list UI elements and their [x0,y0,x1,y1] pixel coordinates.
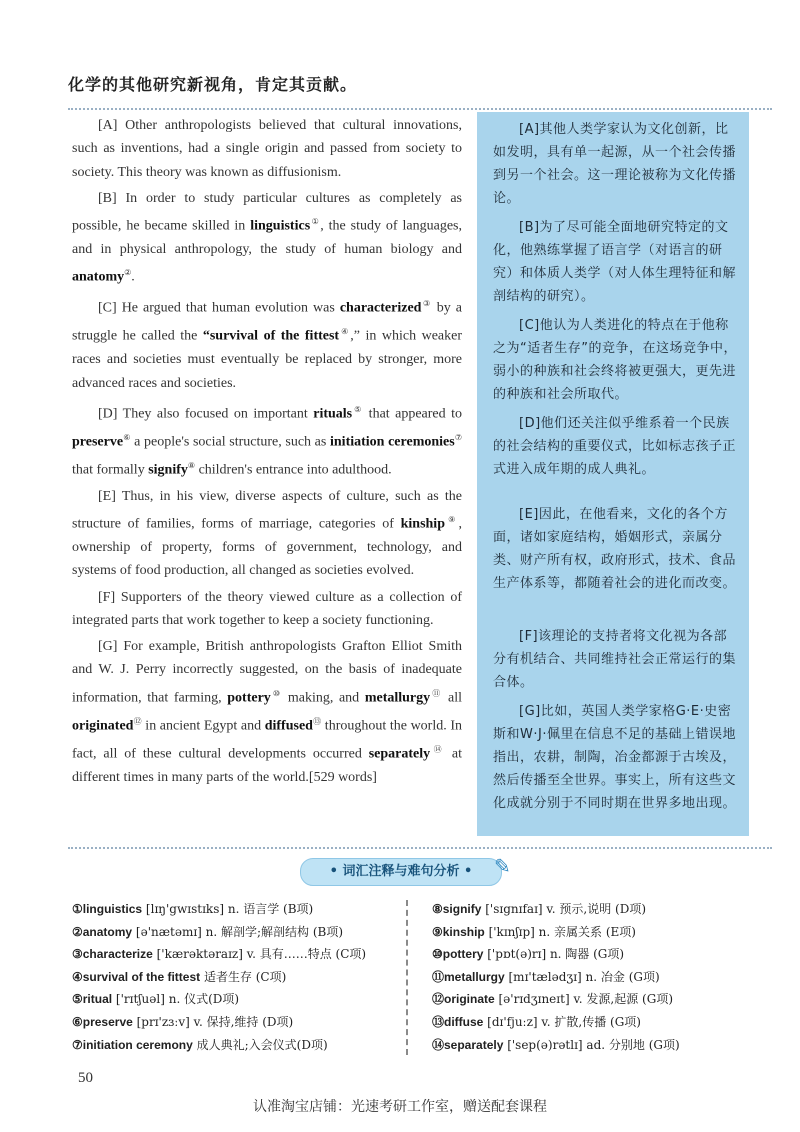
chinese-translation-box [477,112,749,836]
translation-g: [G]比如，英国人类学家格G·E·史密斯和W·J·佩里在信息不足的基础上错误地指出，农耕，制陶，冶金都源于古埃及，然后传播至全世界。事实上，所有这些文化成就分别于不同时期在世界多地出现。 [493,704,737,811]
vocab-item: ⑩pottery ['pɒt(ə)rɪ] n. 陶器 (G项) [432,947,625,962]
english-passage [72,114,462,789]
paragraph-a: [A] Other anthropologists believed that cultural innovations, such as inventions, had a single origin and passed from society to society. This theory was known as diffusionism. [72,118,462,180]
vocab-item: ①linguistics [lɪŋ'gwɪstɪks] n. 语言学 (B项) [72,902,314,916]
vocab-section-title: • 词汇注释与难句分析 • [300,858,502,886]
vocab-list-right [432,898,762,1056]
page-number: 50 [78,1070,93,1086]
translation-f: [F]该理论的支持者将文化视为各部分有机结合、共同维持社会正常运行的集合体。 [493,629,737,690]
vocab-item: ⑥preserve [prɪ'zɜːv] v. 保持,维持 (D项) [72,1014,294,1029]
paragraph-g: [G] For example, British anthropologists Grafton Elliot Smith and W. J. Perry incorrectly suggested, on the basis of inadequate information, that farming, pottery⑩ making, and metallurgy⑪ all originated⑫ in ancient Egypt and diffused⑬ throughout the world. In fact, all of these cultural developments occurred separately⑭ at different times in many parts of the world.[529 words] [72,639,463,785]
vocab-item: ⑨kinship ['kɪnʃɪp] n. 亲属关系 (E项) [432,924,636,939]
vocab-item: ⑭separately ['sep(ə)rətlɪ] ad. 分别地 (G项) [432,1037,680,1052]
vocab-item: ⑤ritual ['rɪtʃuəl] n. 仪式(D项) [72,992,240,1007]
header-text: 化学的其他研究新视角，肯定其贡献。 [68,77,358,94]
vocab-item: ⑧signify ['sɪgnɪfaɪ] v. 预示,说明 (D项) [432,902,647,916]
paragraph-e: [E] Thus, in his view, diverse aspects of culture, such as the structure of families, forms of marriage, categories of kinship⑨, ownership of property, forms of government, technology, and systems of food production, all changed as societies evolved. [72,488,463,579]
vocab-item: ④survival of the fittest 适者生存 (C项) [72,969,287,984]
translation-b: [B]为了尽可能全面地研究特定的文化，他熟练掌握了语言学（对语言的研究）和体质人类学（对人体生理特征和解剖结构的研究）。 [493,220,737,304]
vocab-item: ②anatomy [ə'nætəmɪ] n. 解剖学;解剖结构 (B项) [72,924,344,939]
divider-top [68,108,772,110]
paragraph-d: [D] They also focused on important rituals⑤ that appeared to preserve⑥ a people's social structure, such as initiation ceremonies⑦ that formally signify⑧ children's entrance into adulthood. [72,404,463,478]
pen-icon: ✎ [494,856,511,878]
footer-text: 认准淘宝店铺：光速考研工作室，赠送配套课程 [253,1099,547,1115]
vocab-item: ③characterize ['kærəktəraɪz] v. 具有……特点 (C项) [72,947,367,962]
translation-d: [D]他们还关注似乎维系着一个民族的社会结构的重要仪式，比如标志孩子正式进入成年期的成人典礼。 [493,416,737,477]
paragraph-b: [B] In order to study particular cultures as completely as possible, he became skilled in linguistics①, the study of languages, and in physical anthropology, the study of human biology and anatomy②. [72,190,462,286]
translation-a: [A]其他人类学家认为文化创新，比如发明，具有单一起源，从一个社会传播到另一个社会。这一理论被称为文化传播论。 [493,122,737,206]
translation-c: [C]他认为人类进化的特点在于他称之为“适者生存”的竞争，在这场竞争中，弱小的种族和社会终将被更强大，更先进的种族和社会所取代。 [493,318,737,402]
paragraph-c: [C] He argued that human evolution was characterized③ by a struggle he called the “survival of the fittest④,” in which weaker races and societies must eventually be replaced by stronger, more advanced races and societies. [72,299,463,391]
vocab-item: ⑬diffuse [dɪ'fjuːz] v. 扩散,传播 (G项) [432,1014,641,1029]
vocab-item: ⑦initiation ceremony 成人典礼;入会仪式(D项) [72,1037,328,1052]
vocab-item: ⑪metallurgy [mɪ'tælədʒɪ] n. 冶金 (G项) [432,969,660,984]
vocab-item: ⑫originate [ə'rɪdʒɪneɪt] v. 发源,起源 (G项) [432,992,674,1007]
divider-middle [68,847,772,849]
translation-e: [E]因此，在他看来，文化的各个方面，诸如家庭结构，婚姻形式，亲属分类、财产所有权，政府形式，技术、食品生产体系等，都随着社会的进化而改变。 [493,507,737,591]
paragraph-f: [F] Supporters of the theory viewed culture as a collection of integrated parts that work together to keep a society functioning. [72,589,462,628]
vocab-separator [406,900,416,1055]
vocab-list-left [72,898,402,1056]
